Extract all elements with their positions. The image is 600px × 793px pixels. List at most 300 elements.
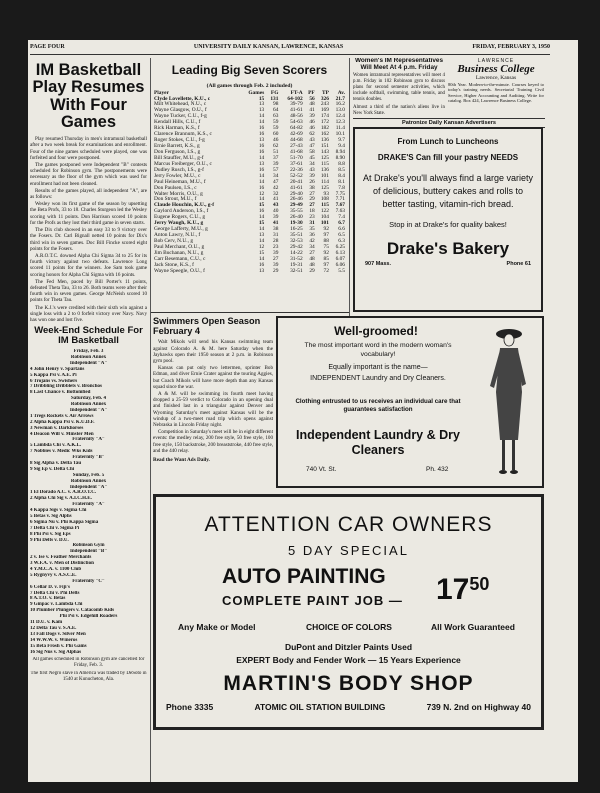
table-cell: 15	[258, 249, 265, 256]
table-cell: 38	[309, 184, 315, 191]
table-cell: 14	[258, 178, 265, 185]
table-cell: Bob Cerv, N.U., g	[154, 238, 194, 245]
table-cell: 14	[258, 119, 265, 126]
schedule-list	[30, 349, 147, 683]
table-cell: 35-55	[290, 208, 303, 215]
table-cell: 41	[273, 196, 279, 203]
table-cell: 41-68	[290, 148, 303, 155]
table-cell: 6.07	[335, 255, 345, 262]
bc-body: 80th Year. Modern-to-the-minute. Courses keyed to today's training needs. Secretarial Training Civil Service, Higher Accounting and Auditing. Write for catalog. Box 424, Lawrence Business College.	[448, 82, 544, 104]
table-cell: 27	[273, 255, 279, 262]
table-cell: 52-52	[290, 172, 303, 179]
table-cell: 37-61	[290, 160, 303, 167]
bc-top: LAWRENCE	[477, 58, 515, 64]
martins-dupont: DuPont and Ditzler Paints Used	[284, 642, 413, 652]
table-cell: 182	[320, 125, 329, 132]
table-cell: 15	[258, 95, 265, 102]
table-cell: 6.3	[338, 238, 345, 245]
swimmers-column	[153, 315, 273, 490]
table-cell: 16	[258, 184, 265, 191]
scorers-section	[153, 58, 346, 308]
martins-attention: ATTENTION CAR OWNERS	[204, 513, 493, 536]
basketball-headline: IM Basketball Play Resumes With Four Games	[32, 61, 145, 131]
laundry-address: 740 Vt. St.	[306, 466, 337, 473]
table-cell: 108	[320, 196, 329, 203]
table-cell: 143	[320, 148, 329, 155]
table-cell: 29-42	[290, 243, 303, 250]
table-cell: 48-56	[290, 113, 303, 120]
table-cell: 13	[258, 137, 265, 144]
table-cell: 18	[309, 208, 315, 215]
table-cell: 32-51	[290, 267, 303, 274]
table-cell: 48	[309, 255, 315, 262]
table-cell: 34	[273, 172, 279, 179]
table-cell: 114	[321, 178, 329, 185]
table-cell: 41-61	[290, 184, 303, 191]
laundry-headline: Well-groomed!	[334, 324, 418, 338]
column-header: FT-A	[290, 89, 303, 96]
table-cell: 101	[320, 172, 329, 179]
table-cell: 12.4	[335, 113, 345, 120]
schedule-item: 7 Delta Chi v. Phi Delts	[30, 590, 80, 596]
table-cell: Jerry Waugh, K.U., g	[154, 220, 204, 227]
table-cell: 42	[309, 238, 315, 245]
table-cell: 29	[309, 267, 315, 274]
laundry-phone: Ph. 432	[426, 466, 449, 473]
table-cell: 27	[309, 202, 315, 209]
table-cell: 39	[273, 249, 279, 256]
want-ads-line: Read the Want Ads Daily.	[153, 456, 210, 463]
table-cell: 42-69	[290, 131, 303, 138]
table-cell: 27	[309, 190, 315, 197]
schedule-item: 4 John Henry v. Spartans	[30, 366, 85, 372]
schedule-item: 1 El Dorado A.C. v. A.R.O.T.C.	[30, 490, 97, 496]
schedule-item: Independent "A"	[69, 484, 108, 490]
table-cell: 16	[258, 125, 265, 132]
table-cell: Wayne Tucker, C.U., f-g	[154, 113, 207, 120]
schedule-item: Fraternity "B"	[72, 455, 105, 461]
patronize-line: Patronize Daily Kansan Advertisers	[353, 118, 545, 128]
column-header: TP	[322, 89, 329, 96]
schedule-item: 13 Fall Dogs v. Silver Men	[30, 631, 86, 637]
table-cell: 27	[309, 249, 315, 256]
schedule-item: Robinson Gym	[72, 543, 105, 549]
table-cell: 54-63	[290, 119, 303, 126]
schedule-item: 10 Plumber Plungers v. Catacomb Kids	[30, 608, 115, 614]
table-cell: 14	[258, 214, 265, 221]
table-cell: Jim Buchanan, N.U., g	[154, 249, 204, 256]
schedule-item: Phi Psi v. Edgehill Roaders	[59, 614, 118, 620]
table-cell: 14	[258, 238, 265, 245]
table-cell: 12	[258, 190, 265, 197]
table-cell: 16	[258, 166, 265, 173]
story-paragraph: Walt Mikols will send his Kansas swimming team against Colorado A. & M. here Saturday when the Jayhawks open their 1950 season at 2 p.m. in Robinson gym pool.	[153, 339, 273, 364]
scorers-headline: Leading Big Seven Scorers	[171, 63, 328, 77]
schedule-item: Fraternity "C"	[72, 578, 105, 584]
table-cell: 8.1	[338, 178, 345, 185]
martins-ad	[153, 494, 544, 730]
table-cell: 39	[309, 113, 315, 120]
table-cell: 6.5	[338, 232, 345, 239]
table-cell: Ernie Barrett, K.S., g	[154, 143, 200, 150]
story-paragraph: Play resumed Thursday in men's intramural basketball after a two week break for examinations and enrollment. Four of the nine games scheduled were played, one was forfeited and four were postponed.	[30, 136, 147, 161]
schedule-item: Robinson Annex	[70, 478, 107, 484]
table-cell: 21.7	[335, 95, 345, 102]
table-cell: 46	[309, 119, 315, 126]
table-cell: 59	[273, 125, 279, 132]
women-foot: Almost a third of the nation's aliens live in New York State.	[353, 105, 445, 117]
schedule-item: 11 D.U. v. Kam	[30, 620, 63, 626]
table-cell: 93	[323, 190, 329, 197]
schedule-item: 4 Deacon Will v. Minster Men	[30, 431, 94, 437]
table-cell: 9.4	[338, 143, 345, 150]
table-cell: 10.1	[335, 131, 345, 138]
table-cell: 7.67	[335, 202, 345, 209]
table-cell: 23	[309, 214, 315, 221]
table-cell: 56	[309, 95, 315, 102]
table-cell: 43	[309, 166, 315, 173]
schedule-item: 16 Sig Nus v. Sig Alphas	[30, 649, 82, 655]
table-cell: 35	[309, 226, 315, 233]
story-paragraph: The Dix club showed in an easy 33 to 9 victory over the Fosers. Dr. Carl Bignall netted 10 points for Dix's third win in seven games. Doc Bill Fincke scored eight points for the Fosers.	[30, 227, 147, 252]
table-cell: 7.8	[338, 184, 345, 191]
table-cell: 97	[323, 261, 329, 268]
table-cell: 28	[273, 238, 279, 245]
story-paragraph: A.R.O.T.C. downed Alpha Chi Sigma 34 to 25 for its fourth victory against two defeats. Lawrence Long scored 11 points for the winners. Joe Sam took game scoring honors for Alpha Chi Sigma with 16 points.	[30, 252, 147, 278]
martins-any-make: Any Make or Model	[178, 622, 256, 632]
table-cell: Don Paulsen, I.S., c	[154, 184, 197, 191]
table-cell: 104	[320, 214, 329, 221]
schedule-item: Independent "B"	[69, 549, 108, 555]
table-cell: 64	[273, 107, 279, 114]
table-cell: 14	[258, 196, 265, 203]
table-cell: 326	[320, 95, 329, 102]
table-cell: 15	[258, 202, 265, 209]
table-cell: 115	[321, 202, 329, 209]
table-cell: 35-51	[290, 232, 303, 239]
women-headline: Women's IM Representatives Will Meet At 4 p.m. Friday	[354, 58, 444, 71]
basketball-column	[30, 58, 147, 782]
story-paragraph: The Fed Men, paced by Bill Porter's 11 points, defeated Theta Tau, 33 to 26. Both teams were after their fourth win in seven games. George McNeish scored 10 points for Theta Tau.	[30, 278, 147, 304]
table-cell: 6.06	[335, 261, 345, 268]
martins-special: 5 DAY SPECIAL	[288, 543, 409, 558]
schedule-item: 8 Last Chance v. Bottomfied	[30, 390, 91, 396]
column-header: FG	[270, 89, 279, 96]
story-paragraph: The games postponed were Independent "B" contests scheduled for Robinson gym. The postponements were necessary as the floor of the gym which was used for enrollment had not been cleaned.	[30, 162, 147, 187]
table-cell: Rick Harman, K.S., f	[154, 125, 200, 132]
table-cell: 75	[323, 243, 329, 250]
basketball-story	[30, 136, 147, 323]
table-cell: 85	[323, 255, 329, 262]
schedule-item: Sunday, Feb. 5	[72, 472, 105, 478]
table-cell: 48	[309, 101, 315, 108]
table-cell: 8.90	[335, 154, 345, 161]
table-cell: 16	[258, 143, 265, 150]
drakes-ad	[353, 127, 543, 312]
table-cell: 7.71	[335, 196, 345, 203]
table-cell: 29	[309, 196, 315, 203]
table-cell: 6.7	[338, 220, 345, 227]
martins-auto: AUTO PAINTING	[222, 565, 386, 588]
table-cell: 88	[323, 238, 329, 245]
table-cell: 19-31	[290, 261, 303, 268]
story-paragraph: Kansas can put only two lettermen, sprinter Bob Edman, and diver Ernie Crater against the touring Aggies, but Coach Mikols will have more depth than any Kansas squad since the war.	[153, 365, 273, 390]
table-cell: 8.4	[338, 172, 345, 179]
column-header: Av.	[337, 89, 345, 96]
schedule-item: 7 Nobbies v. Medic Wks Kids	[30, 449, 93, 455]
table-cell: 44-68	[290, 137, 303, 144]
table-cell: 14	[258, 172, 265, 179]
table-cell: Don Strout, M.U., f	[154, 196, 197, 203]
table-cell: 243	[320, 101, 329, 108]
martins-price-dollars: 17	[436, 573, 470, 606]
table-cell: 13	[258, 267, 265, 274]
table-cell: 8.8	[338, 160, 345, 167]
page-number: PAGE FOUR	[30, 44, 65, 50]
table-cell: Anton Lawry, N.U., f	[154, 232, 201, 239]
table-cell: 92	[323, 226, 329, 233]
swimmers-story	[153, 339, 273, 454]
table-cell: Clyde Lovellette, K.U., c	[154, 95, 211, 102]
drakes-body: At Drake's you'll always find a large variety of delicious, buttery cakes and rolls to better tasting, vitamin-rich bread.	[363, 173, 534, 210]
table-cell: 16	[258, 208, 265, 215]
table-cell: 31	[273, 232, 279, 239]
table-cell: 26	[309, 178, 315, 185]
business-college-ad	[448, 58, 544, 118]
schedule-item: Saturday, Feb. 4	[70, 396, 106, 402]
laundry-eq2: INDEPENDENT Laundry and Dry Cleaners.	[310, 375, 446, 382]
table-cell: 62	[309, 131, 315, 138]
table-cell: 23	[273, 243, 279, 250]
table-cell: 7.63	[335, 208, 345, 215]
table-cell: 29	[273, 267, 279, 274]
schedule-item: 9 Ginpac v. Lambda Chi	[30, 602, 83, 608]
drakes-phone: Phone 61	[506, 261, 531, 268]
schedule-item: 6 Cellar D. v. Fiji's	[30, 584, 70, 590]
table-cell: Eugene Rogers, C.U., g	[154, 214, 206, 221]
table-cell: 48	[309, 261, 315, 268]
schedule-item: 3 W.F.A. v. Men of Distinction	[30, 561, 94, 567]
martins-name: MARTIN'S BODY SHOP	[223, 672, 474, 695]
table-cell: 101	[320, 220, 329, 227]
table-cell: 6.6	[338, 226, 345, 233]
table-cell: 41	[273, 220, 279, 227]
table-cell: Jerry Fowler, M.U., c	[154, 172, 201, 179]
table-cell: 63	[273, 113, 279, 120]
table-cell: 40	[273, 208, 279, 215]
laundry-ad	[276, 316, 544, 488]
table-cell: 43	[273, 202, 279, 209]
column-header: Player	[154, 89, 169, 96]
table-cell: 16-25	[290, 226, 303, 233]
schedule-item: 5 Betas v. Sig Alphs	[30, 514, 72, 520]
table-cell: 136	[320, 137, 329, 144]
table-cell: Walter Morris, O.U., g	[154, 190, 203, 197]
bc-city: Lawrence, Kansas	[475, 75, 517, 81]
table-cell: George Lafferty, M.U., g	[154, 226, 208, 233]
column-header: Games	[248, 89, 265, 96]
schedule-item: Robinson Annex	[70, 402, 107, 408]
table-cell: 72	[323, 267, 329, 274]
story-paragraph: Results of the games played, all independent "A", are as follows:	[30, 187, 147, 201]
table-cell: Dudley Rusch, I.S., g-f	[154, 166, 204, 173]
table-cell: Jack Stone, K.S., f	[154, 261, 194, 268]
table-cell: 47	[273, 178, 279, 185]
table-cell: 174	[320, 113, 329, 120]
schedule-item: 8 Sig Alpha v. Delta Tau	[30, 461, 82, 466]
table-cell: 92	[323, 249, 329, 256]
table-cell: 46	[273, 137, 279, 144]
table-cell: Roger Stokes, C.U., f-g	[154, 137, 205, 144]
schedule-item: 1 Tregs Rockets v. Air Arrows	[30, 413, 94, 419]
table-cell: 34	[309, 160, 315, 167]
martins-complete: COMPLETE PAINT JOB —	[222, 593, 403, 608]
table-cell: 172	[320, 119, 329, 126]
table-cell: 51	[273, 148, 279, 155]
column-header: PF	[308, 89, 315, 96]
martins-choice: CHOICE OF COLORS	[306, 622, 392, 632]
schedule-item: 14 W.W.W. v. Wineros	[30, 637, 78, 643]
table-cell: 13	[258, 107, 265, 114]
drakes-name: Drake's Bakery	[386, 239, 510, 259]
table-cell: 122	[320, 208, 329, 215]
table-cell: 16	[258, 261, 265, 268]
drakes-stop: Stop in at Drake's for quality bakes!	[389, 220, 507, 230]
martins-expert: EXPERT Body and Fender Work — 15 Years Experience	[236, 655, 461, 665]
table-cell: 8.94	[335, 148, 345, 155]
table-cell: 60	[273, 131, 279, 138]
table-cell: Milt Whitehead, N.U., c	[154, 101, 207, 108]
schedule-item: All games scheduled in Robinson gym are cancelled for Friday, Feb. 3.	[32, 657, 145, 669]
table-cell: 34	[309, 243, 315, 250]
table-cell: 39	[273, 160, 279, 167]
table-cell: 29-40	[290, 190, 303, 197]
table-cell: Don Ferguson, I.S., g	[154, 148, 201, 155]
table-cell: 39-79	[290, 101, 303, 108]
swimmers-headline: Swimmers Open Season February 4	[153, 316, 261, 336]
table-cell: 12.3	[335, 119, 345, 126]
table-cell: 169	[320, 107, 329, 114]
schedule-item: 9 Phi Delts v. D.U.	[30, 537, 69, 543]
table-cell: 13	[258, 232, 265, 239]
story-paragraph: A & M. will be swimming its fourth meet having dropped a 25-59 verdict to Colorado in an opening dual and finished last in a triangular against Denver and Wyoming Saturday's meet against Kansas will be the windup of a two-meet road trip which opens against Nebraska in Lincoln Friday night.	[153, 390, 273, 428]
schedule-item: 6 Trojans vs. Swishers	[30, 378, 78, 384]
laundry-name: Independent Laundry & Dry Cleaners	[296, 428, 460, 457]
schedule-item: 8 Phi Psi v. Sig Eps	[30, 531, 71, 537]
laundry-clothing: Clothing entrusted to us receives an individual care that guarantees satisfaction	[295, 398, 461, 414]
table-cell: 16.2	[335, 101, 345, 108]
martins-phone: Phone 3335	[166, 702, 214, 712]
table-cell: 42	[273, 184, 279, 191]
table-cell: 151	[320, 143, 329, 150]
drakes-address: 907 Mass.	[365, 261, 391, 268]
table-cell: 11.4	[335, 125, 345, 132]
table-cell: 38	[273, 226, 279, 233]
schedule-item: 5 Kappa Psi v. A.E. Pi	[30, 372, 77, 378]
laundry-eq1: Equally important is the name—	[328, 364, 428, 371]
bc-name: Business College	[457, 63, 535, 75]
table-cell: 41	[309, 107, 315, 114]
table-cell: 131	[270, 95, 279, 102]
table-cell: Wayne Glasgow, O.U., f	[154, 107, 207, 114]
table-cell: 97	[323, 232, 329, 239]
table-cell: 125	[320, 154, 329, 161]
table-cell: 13	[258, 160, 265, 167]
table-cell: Clarence Brannum, K.S., c	[154, 131, 212, 138]
table-cell: 16	[258, 131, 265, 138]
table-cell: 13	[258, 101, 265, 108]
schedule-item: 12 Delta Tau v. S.A.E.	[30, 625, 77, 631]
table-cell: 39	[309, 172, 315, 179]
table-cell: 13.0	[335, 107, 345, 114]
martins-station: ATOMIC OIL STATION BUILDING	[254, 702, 386, 712]
table-cell: 14	[258, 226, 265, 233]
martins-price	[436, 575, 489, 605]
story-paragraph: Competition in Saturday's meet will be in eight different events: the medley relay, 200 free style, 50 free style, 100 free style, 150 backstroke, 200 breaststroke, 440 free style, and the 440 relay.	[153, 429, 273, 454]
fashion-illustration	[478, 322, 538, 482]
table-cell: 46	[309, 125, 315, 132]
table-cell: 14	[258, 113, 265, 120]
schedule-item: 9 Sig Ep v. Delta Chi	[30, 466, 75, 472]
table-cell: 31	[309, 220, 315, 227]
schedule-item: 7 Delta Chi v. Sigma Pi	[30, 525, 80, 531]
table-cell: Claude Houchin, K.U., g-f	[154, 202, 215, 209]
scorers-subtitle: (All games through Feb. 2 included)	[206, 82, 293, 89]
table-cell: 14	[258, 255, 265, 262]
table-cell: Paul Heineman, M.U., f	[154, 178, 206, 185]
schedule-item: 5 Rygnyvy v. A.S.C.E.	[30, 572, 77, 578]
table-cell: 39	[273, 214, 279, 221]
schedule-item: Robinson Annex	[70, 354, 107, 360]
schedule-item: Friday, Feb. 3	[73, 349, 104, 355]
drakes-line1: From Lunch to Luncheons	[397, 137, 499, 146]
women-section	[353, 58, 445, 118]
drakes-line2: DRAKE'S Can fill your pastry NEEDS	[377, 153, 519, 162]
schedule-item: Independent "A"	[69, 407, 108, 413]
table-cell: 14-22	[290, 249, 303, 256]
table-cell: 47	[309, 143, 315, 150]
table-cell: 136	[320, 166, 329, 173]
schedule-item: 5 Lambda Chi v. A.K.L.	[30, 443, 82, 449]
table-cell: 29-49	[290, 202, 303, 209]
table-cell: 162	[320, 131, 329, 138]
table-cell: Paul Merchant, O.U., g	[154, 243, 205, 250]
schedule-headline: Week-End Schedule For IM Basketball	[34, 325, 143, 347]
schedule-item: The first Negro slave in America was traded by DeSoto in 1540 at Kunucheton, Ala.	[30, 671, 147, 683]
table-cell: 32	[273, 190, 279, 197]
table-cell: 22-36	[290, 166, 303, 173]
martins-all-work: All Work Guaranteed	[431, 622, 515, 632]
table-cell: 7.4	[338, 214, 345, 221]
table-cell: 58	[309, 148, 315, 155]
table-cell: 7.75	[335, 190, 345, 197]
table-cell: Kendall Hills, C.U., f	[154, 119, 201, 126]
table-cell: 36	[309, 232, 315, 239]
table-cell: Gaylord Anderson, I.S., f	[154, 208, 209, 215]
table-cell: 20-41	[290, 178, 303, 185]
table-cell: 32-53	[290, 238, 303, 245]
table-cell: 43	[309, 137, 315, 144]
paper-title: UNIVERSITY DAILY KANSAN, LAWRENCE, KANSAS	[193, 44, 344, 50]
table-cell: 16	[258, 148, 265, 155]
schedule-item: Fraternity "A"	[72, 437, 105, 443]
table-cell: 45	[309, 154, 315, 161]
table-cell: 98	[273, 101, 279, 108]
table-cell: 31-52	[290, 255, 303, 262]
scorers-table	[153, 91, 346, 275]
table-cell: 115	[321, 160, 329, 167]
table-cell: 19-30	[290, 220, 303, 227]
